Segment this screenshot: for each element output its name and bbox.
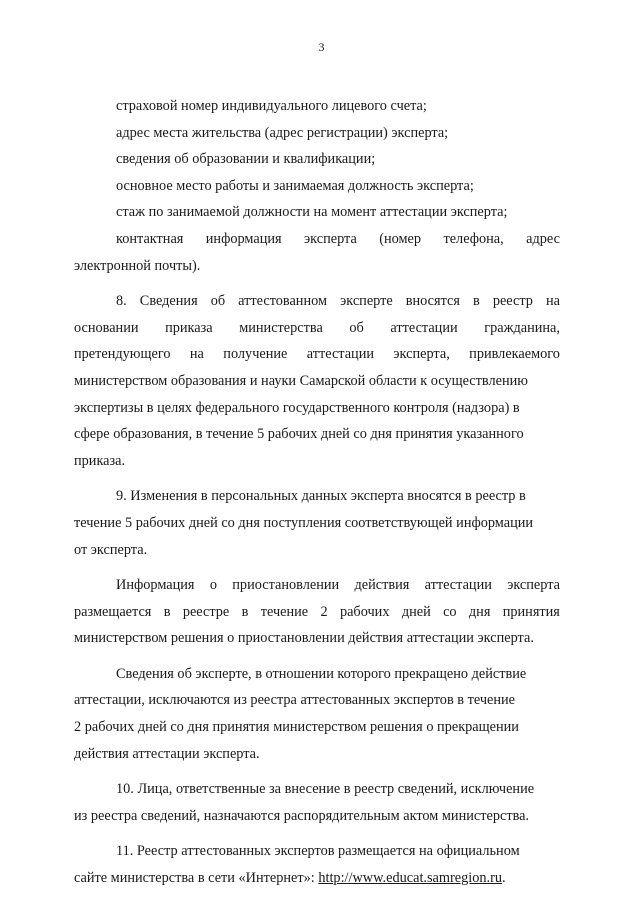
text-line: экспертизы в целях федерального государственного контроля (надзора) в <box>74 399 520 416</box>
text-line: 2 рабочих дней со дня принятия министерством решения о прекращении <box>74 719 519 736</box>
word: о <box>209 577 217 594</box>
word: в <box>241 603 249 620</box>
paragraph-10 <box>74 776 560 829</box>
word: в <box>163 603 171 620</box>
text-line: страховой номер индивидуального лицевого счета; <box>116 98 427 114</box>
word: аттестации <box>424 577 492 594</box>
text-line: аттестации, исключаются из реестра аттестованных экспертов в течение <box>74 692 516 709</box>
text-line: сфере образования, в течение 5 рабочих дней со дня принятия указанного <box>74 426 524 443</box>
text-line: течение 5 рабочих дней со дня поступления соответствующей информации <box>74 514 534 531</box>
text-line: 11. Реестр аттестованных экспертов размещается на официальном <box>116 843 520 860</box>
word: Информация <box>116 577 195 594</box>
word: адрес <box>526 230 560 247</box>
word: об <box>210 293 226 310</box>
text-line <box>74 288 560 315</box>
paragraph-11 <box>74 838 560 891</box>
word: получение <box>223 346 288 363</box>
text-line: министерством образования и науки Самарской области к осуществлению <box>74 372 528 389</box>
text-line: адрес места жительства (адрес регистрации) эксперта; <box>116 124 449 141</box>
text-line: сведения об образовании и квалификации; <box>116 151 376 168</box>
word: аттестации <box>390 319 458 336</box>
word: гражданина, <box>484 319 560 336</box>
word: информация <box>205 230 282 247</box>
word: дня <box>468 603 491 620</box>
paragraph-termination-info <box>74 661 560 767</box>
document-body <box>74 93 560 892</box>
word: эксперта <box>507 577 560 594</box>
word: действия <box>354 577 410 594</box>
text-line: основное место работы и занимаемая должность эксперта; <box>116 177 474 194</box>
paragraph-suspension-info <box>74 572 560 652</box>
text-line <box>74 865 560 892</box>
word: со <box>443 603 457 620</box>
text-fragment: сайте министерства в сети «Интернет»: <box>74 870 319 887</box>
text-line <box>74 572 560 599</box>
text-line: от эксперта. <box>74 541 148 558</box>
word: аттестованном <box>238 293 328 310</box>
text-line: Сведения об эксперте, в отношении которого прекращено действие <box>116 665 527 682</box>
text-line: 10. Лица, ответственные за внесение в реестр сведений, исключение <box>116 781 535 798</box>
word: на <box>545 293 560 310</box>
text-line <box>74 341 560 368</box>
word: эксперта <box>304 230 357 247</box>
text-line: из реестра сведений, назначаются распорядительным актом министерства. <box>74 807 530 824</box>
word: реестре <box>182 603 230 620</box>
registry-website-link[interactable]: http://www.educat.samregion.ru <box>318 870 503 887</box>
word: контактная <box>116 230 184 247</box>
word: министерства <box>239 319 323 336</box>
word: принятия <box>502 603 560 620</box>
word: (номер <box>379 230 422 247</box>
text-line: приказа. <box>74 452 126 469</box>
text-line: 9. Изменения в персональных данных эксперта вносятся в реестр в <box>116 488 526 505</box>
word: эксперте <box>340 293 393 310</box>
page-number: 3 <box>318 40 325 54</box>
word: приказа <box>165 319 213 336</box>
text-line <box>74 315 560 342</box>
word: об <box>349 319 364 336</box>
word: 2 <box>320 603 328 620</box>
word: Сведения <box>139 293 198 310</box>
word: в <box>473 293 480 310</box>
word: приостановлении <box>232 577 340 594</box>
text-fragment: . <box>502 870 506 887</box>
word: реестр <box>492 293 533 310</box>
text-line <box>74 599 560 626</box>
word: вносятся <box>405 293 460 310</box>
paragraph-8 <box>74 288 560 474</box>
word: аттестации <box>306 346 375 363</box>
word: размещается <box>74 603 152 620</box>
word: 8. <box>116 293 127 310</box>
text-line: министерством решения о приостановлении действия аттестации эксперта. <box>74 630 534 647</box>
word: основании <box>74 319 139 336</box>
word: рабочих <box>339 603 390 620</box>
text-line: стаж по занимаемой должности на момент аттестации эксперта; <box>116 204 508 221</box>
word: дней <box>401 603 431 620</box>
word: телефона, <box>443 230 504 247</box>
word: течение <box>260 603 309 620</box>
word: на <box>189 346 204 363</box>
word: претендующего <box>74 346 171 363</box>
text-line: действия аттестации эксперта. <box>74 745 260 762</box>
text-line <box>74 226 560 253</box>
text-line: электронной почты). <box>74 257 201 274</box>
word: эксперта, <box>393 346 450 363</box>
word: привлекаемого <box>469 346 560 363</box>
paragraph-9 <box>74 483 560 563</box>
